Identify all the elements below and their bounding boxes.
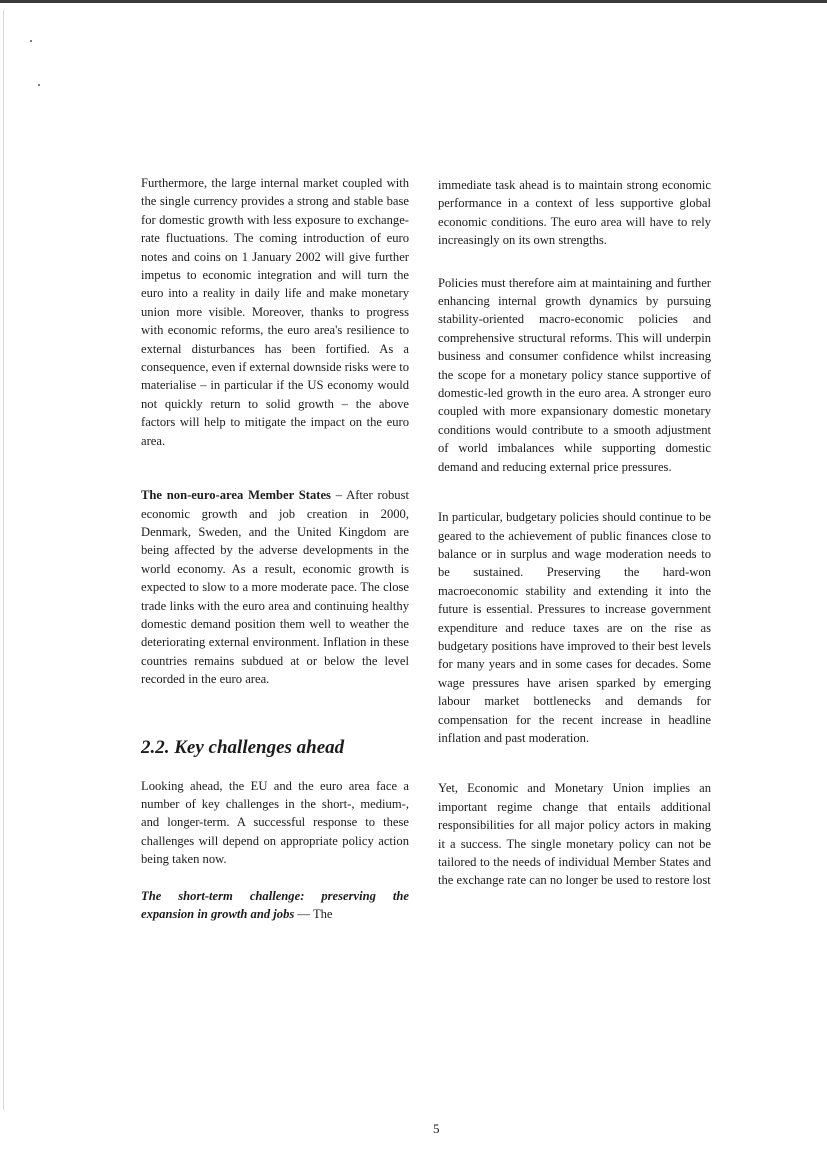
right-column bbox=[438, 176, 711, 890]
left-column bbox=[141, 174, 409, 923]
left-paragraph-2 bbox=[141, 486, 409, 688]
scan-top-edge bbox=[0, 0, 827, 3]
paragraph-text: — The bbox=[294, 907, 333, 921]
left-paragraph-1: Furthermore, the large internal market coupled with the single currency provides a strong and stable base for domestic growth with less exposure to exchange-rate fluctuations. The coming introduction of euro notes and coins on 1 January 2002 will give further impetus to economic integration and will turn the euro into a reality in daily life and make monetary union more visible. Moreover, thanks to progress with economic reforms, the euro area's resilience to external disturbances has been fortified. As a consequence, even if external downside risks were to materialise – in particular if the US economy would not quickly return to solid growth – the above factors will help to mitigate the impact on the euro area. bbox=[141, 176, 409, 448]
right-paragraph-3: In particular, budgetary policies should continue to be geared to the achievement of public finances close to balance or in surplus and wage moderation needs to be sustained. Preserving the hard-won macroeconomic stability and extending it into the future is essential. Pressures to increase government expenditure and reduce taxes are on the rise as budgetary positions have improved to their best levels for many years and in some cases for decades. Some wage pressures have arisen sparked by emerging labour market bottlenecks and demands for compensation for the recent increase in headline inflation and past moderation. bbox=[438, 510, 711, 745]
right-paragraph-1: immediate task ahead is to maintain strong economic performance in a context of less supportive global economic conditions. The euro area will have to rely increasingly on its own strengths. bbox=[438, 178, 711, 248]
right-paragraph-2: Policies must therefore aim at maintaining and further enhancing internal growth dynamics by pursuing stability-oriented macro-economic policies and comprehensive structural reforms. This will underpin business and consumer confidence whilst increasing the scope for a monetary policy stance supportive of domestic-led growth in the euro area. A stronger euro coupled with more expansionary domestic monetary conditions would contribute to a smooth adjustment of world imbalances while supporting domestic demand and reducing external price pressures. bbox=[438, 275, 711, 474]
page-number: 5 bbox=[433, 1121, 440, 1136]
run-in-heading-short-term: The short-term challenge: preserving the expansion in growth and jobs bbox=[141, 888, 409, 921]
left-paragraph-3: Looking ahead, the EU and the euro area face a number of key challenges in the short-, medium-, and longer-term. A successful response to these challenges will depend on appropriate policy action being taken now. bbox=[141, 778, 409, 867]
section-title: 2.2. Key challenges ahead bbox=[141, 736, 345, 758]
scan-left-edge bbox=[3, 10, 4, 1110]
run-in-heading-non-euro: The non-euro-area Member States bbox=[141, 488, 331, 503]
left-paragraph-4 bbox=[141, 887, 409, 924]
scan-speck bbox=[30, 40, 32, 42]
scan-speck bbox=[38, 84, 40, 86]
paragraph-text: – After robust economic growth and job creation in 2000, Denmark, Sweden, and the United Kingdom are being affected by the adverse developments in the world economy. As a result, economic growth is expected to slow to a more moderate pace. The close trade links with the euro area and continuing healthy domestic demand position them well to weather the deteriorating external environment. Inflation in these countries remains subdued at or below the level recorded in the euro area. bbox=[141, 488, 409, 687]
right-paragraph-4: Yet, Economic and Monetary Union implies an important regime change that entails additional responsibilities for all major policy actors in making it a success. The single monetary policy can not be tailored to the needs of individual Member States and the exchange rate can no longer be used to restore lost bbox=[438, 781, 711, 888]
